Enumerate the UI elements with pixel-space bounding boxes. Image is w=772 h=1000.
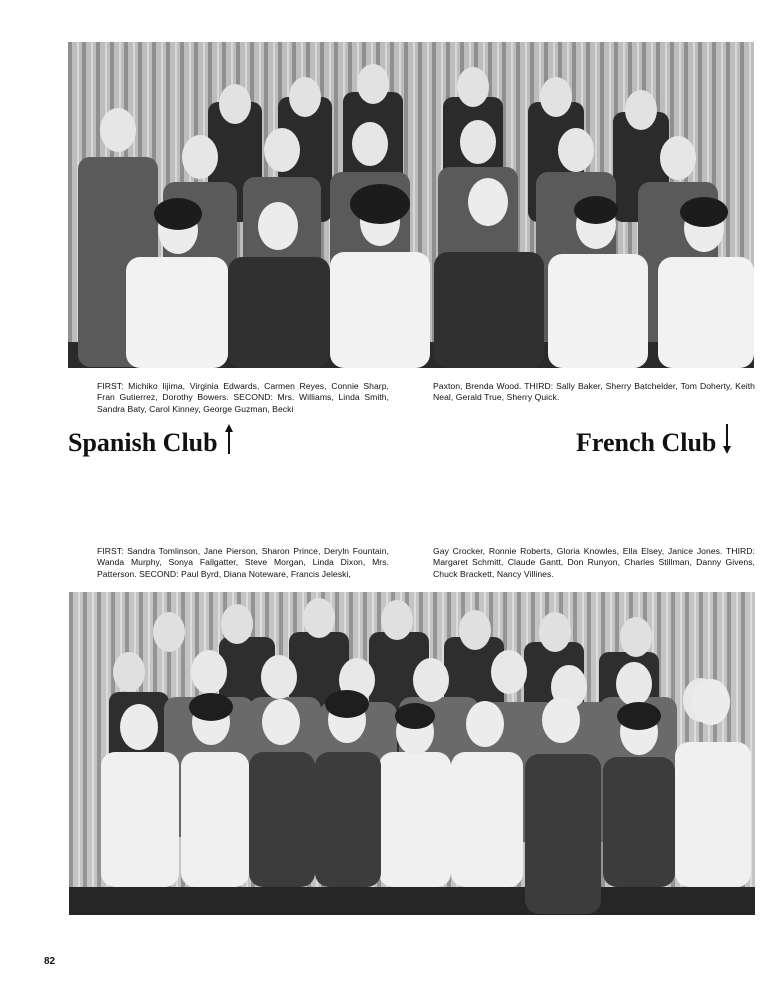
- spanish-club-photo: [68, 42, 754, 368]
- arrow-down-icon: [722, 424, 732, 461]
- group-photo-icon: [69, 592, 755, 915]
- arrow-up-icon: [224, 424, 234, 461]
- spanish-club-caption-right: Paxton, Brenda Wood. THIRD: Sally Baker, Sherry Batchelder, Tom Doherty, Keith Neal, Gerald True, Sherry Quick.: [433, 381, 755, 403]
- french-club-photo: [69, 592, 755, 915]
- spanish-club-caption-left: FIRST: Michiko Iijima, Virginia Edwards, Carmen Reyes, Connie Sharp, Fran Gutierrez, Dorothy Bowers. SECOND: Mrs. Williams, Linda Smith, Sandra Baty, Carol Kinney, George Guzman, Becki: [97, 381, 389, 414]
- spanish-club-heading: [68, 424, 234, 461]
- french-club-heading: [576, 424, 732, 461]
- page-number: 82: [44, 956, 56, 967]
- group-photo-icon: [68, 42, 754, 368]
- spanish-club-title: Spanish Club: [68, 427, 218, 457]
- french-club-title: French Club: [576, 427, 717, 457]
- french-club-caption-left: FIRST: Sandra Tomlinson, Jane Pierson, Sharon Prince, Deryln Fountain, Wanda Murphy, Sonya Fallgatter, Steve Morgan, Linda Dixon, Mrs. Patterson. SECOND: Paul Byrd, Diana Noteware, Francis Jeleski,: [97, 546, 389, 579]
- french-club-caption-right: Gay Crocker, Ronnie Roberts, Gloria Knowles, Ella Elsey, Janice Jones. THIRD: Margaret Schmitt, Claude Gantt, Don Runyon, Charles Stillman, Danny Givens, Chuck Brackett, Nancy Villines.: [433, 546, 755, 579]
